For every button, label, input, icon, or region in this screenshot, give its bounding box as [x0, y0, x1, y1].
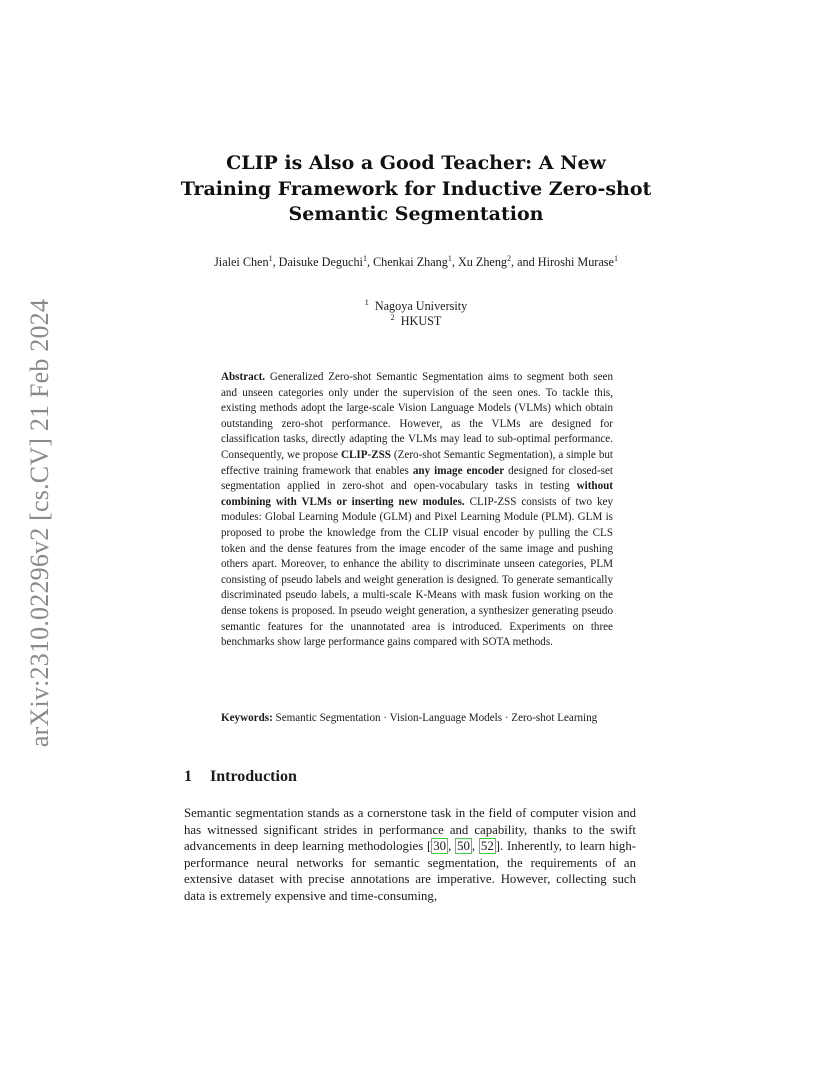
method-name: CLIP-ZSS	[341, 448, 391, 461]
affiliation-mark: 1	[613, 254, 618, 263]
author-name: Chenkai Zhang	[373, 255, 448, 269]
separator: ,	[448, 839, 456, 854]
keywords-label: Keywords:	[221, 712, 273, 724]
affiliation-line	[180, 299, 652, 314]
separator: , and	[511, 255, 538, 269]
paper-title: CLIP is Also a Good Teacher: A New Training Framework for Inductive Zero-shot Semantic Segmentation	[180, 152, 652, 225]
separator: ,	[366, 255, 374, 269]
intro-paragraph	[184, 805, 636, 905]
author-list	[180, 254, 652, 271]
author-name: Hiroshi Murase	[537, 255, 614, 269]
author-name: Xu Zheng	[457, 255, 508, 269]
emphasis: without combining with VLMs or inserting new modules.	[221, 480, 613, 508]
affiliation-name: Nagoya University	[374, 299, 468, 313]
separator: ,	[451, 255, 458, 269]
affiliation-line	[180, 314, 652, 329]
abstract-label: Abstract.	[221, 371, 266, 383]
section-heading	[184, 768, 297, 786]
affiliation-mark: 2	[507, 254, 512, 263]
affiliation-mark: 2	[390, 313, 395, 322]
abstract	[221, 370, 613, 651]
section-number: 1	[184, 768, 192, 785]
keywords	[221, 711, 613, 727]
abstract-text: Generalized Zero-shot Semantic Segmentation aims to segment both seen and unseen categories only under the supervision of the seen ones. To tackle this, existing methods adopt the large-scale Vision Language Models (VLMs) which obtain outstanding zero-shot performance. However, as the VLMs are designed for classification tasks, directly adapting the VLMs may lead to sub-optimal performance. Consequently, we propose	[221, 371, 613, 461]
affiliations	[180, 299, 652, 329]
author-name: Daisuke Deguchi	[278, 255, 363, 269]
abstract-text: (Zero-shot Semantic Segmentation), a simple but effective training framework that enables	[221, 448, 613, 477]
affiliation-mark: 1	[362, 254, 367, 263]
abstract-text: designed for closed-set segmentation applied in zero-shot and open-vocabulary tasks in testing	[221, 464, 613, 493]
arxiv-identifier	[22, 285, 58, 760]
affiliation-name: HKUST	[400, 314, 442, 328]
affiliation-mark: 1	[364, 298, 369, 307]
separator: ,	[272, 255, 279, 269]
citation-link[interactable]: 52	[480, 839, 494, 854]
abstract-text: CLIP-ZSS consists of two key modules: Global Learning Module (GLM) and Pixel Learning Module (PLM). GLM is proposed to probe the knowledge from the CLIP visual encoder by pulling the CLS token and the dense features from the image encoder of the same image and pushing others apart. Moreover, to enhance the ability to discriminate unseen categories, PLM consisting of pseudo labels and weight generation is designed. To generate semantically discriminated pseudo labels, a multi-scale K-Means with mask fusion working on the dense tokens is proposed. In pseudo weight generation, a synthesizer generating pseudo semantic features for the unannotated area is introduced. Experiments on three benchmarks show large performance gains compared with SOTA methods.	[221, 495, 613, 649]
arxiv-id-text: arXiv:2310.02296v2 [cs.CV] 21 Feb 2024	[25, 298, 54, 747]
section-title: Introduction	[210, 768, 297, 785]
citation-link[interactable]: 50	[457, 839, 470, 854]
author-name: Jialei Chen	[214, 255, 269, 269]
citation-link[interactable]: 30	[433, 839, 447, 854]
keywords-text: Semantic Segmentation · Vision-Language Models · Zero-shot Learning	[272, 712, 598, 724]
body-text: ]. Inherently, to learn high-performance neural networks for semantic segmentation, the requirements of an extensive dataset with precise annotations are imperative. However, collecting such data is extremely expensive and time-consuming,	[184, 839, 636, 903]
affiliation-mark: 1	[268, 254, 273, 263]
body-text: Semantic segmentation stands as a cornerstone task in the field of computer vision and has witnessed significant strides in performance and capability, thanks to the swift advancements in deep learning methodologies [	[184, 806, 636, 854]
separator: ,	[471, 839, 479, 854]
emphasis: any image encoder	[412, 464, 505, 477]
affiliation-mark: 1	[447, 254, 452, 263]
